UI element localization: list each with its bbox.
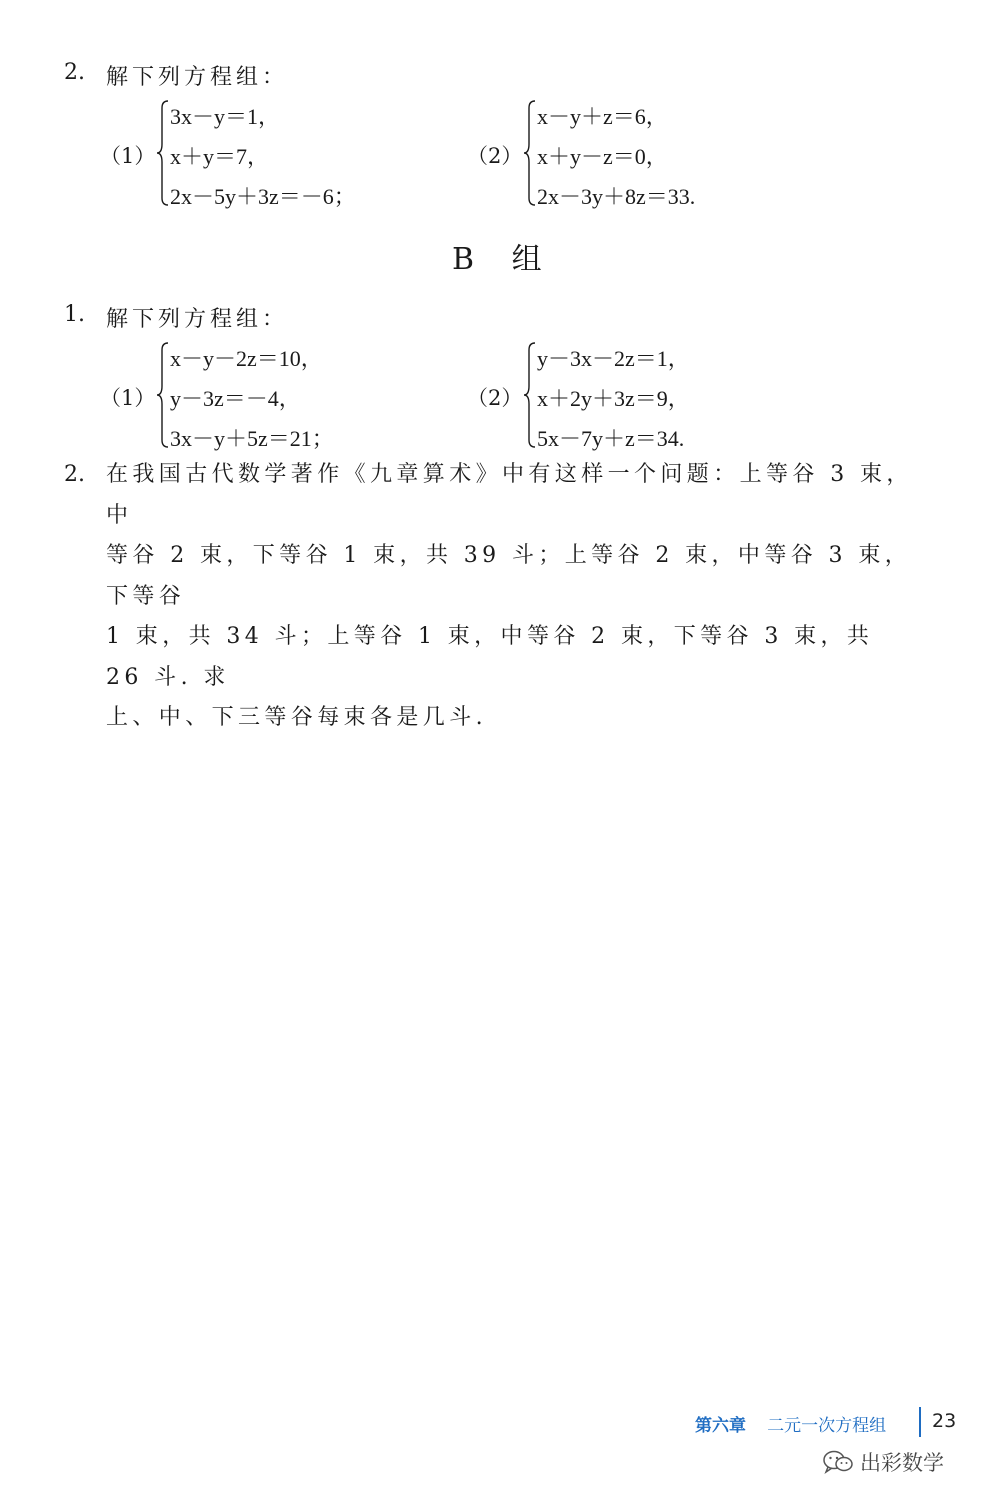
equation: x＋y＝7， <box>170 144 270 169</box>
problem-number: 1. <box>64 302 85 327</box>
paragraph-line: 等谷 2 束，下等谷 1 束，共 39 斗；上等谷 2 束，中等谷 3 束，下等谷 <box>106 543 912 609</box>
paragraph-line: 上、中、下三等谷每束各是几斗. <box>106 705 487 730</box>
equation: x－y－2z＝10， <box>170 346 323 371</box>
equation: y－3x－2z＝1， <box>537 346 690 371</box>
problem-prompt: 解下列方程组： <box>106 65 289 90</box>
left-brace-icon <box>156 100 170 206</box>
footer-title: 二元一次方程组 <box>767 1416 887 1436</box>
left-brace-icon <box>523 100 537 206</box>
equation: 3x－y＋5z＝21； <box>170 426 334 451</box>
equation-system <box>100 340 420 452</box>
group-title: B 组 <box>452 242 556 277</box>
equation: 3x－y＝1， <box>170 104 281 129</box>
system-label: （1） <box>100 386 156 410</box>
equation: x＋y－z＝0， <box>537 144 668 169</box>
system-label: （2） <box>467 386 523 410</box>
equation: y－3z＝－4， <box>170 386 301 411</box>
left-brace-icon <box>523 342 537 448</box>
footer-chapter: 第六章 <box>695 1416 746 1436</box>
problem-prompt: 解下列方程组： <box>106 307 289 332</box>
equation: 2x－3y＋8z＝33. <box>537 184 696 209</box>
page-footer <box>695 1411 886 1436</box>
equation: x＋2y＋3z＝9， <box>537 386 690 411</box>
equation: 2x－5y＋3z＝－6； <box>170 184 356 209</box>
paragraph-line: 在我国古代数学著作《九章算术》中有这样一个问题：上等谷 3 束，中 <box>106 462 913 528</box>
problem-number: 2. <box>64 462 85 487</box>
system-label: （1） <box>100 144 156 168</box>
wechat-icon <box>822 1449 854 1475</box>
equation-system <box>100 98 420 210</box>
page-number: 23 <box>932 1410 957 1432</box>
paragraph-line: 1 束，共 34 斗；上等谷 1 束，中等谷 2 束，下等谷 3 束，共 26 斗. 求 <box>106 624 874 690</box>
equation-system <box>467 340 787 452</box>
problem-paragraph <box>106 455 921 739</box>
equation: x－y＋z＝6， <box>537 104 668 129</box>
watermark <box>822 1447 972 1479</box>
equation-system <box>467 98 787 210</box>
system-label: （2） <box>467 144 523 168</box>
footer-divider <box>919 1407 921 1437</box>
problem-number: 2. <box>64 60 85 85</box>
watermark-text: 出彩数学 <box>860 1451 944 1475</box>
left-brace-icon <box>156 342 170 448</box>
equation: 5x－7y＋z＝34. <box>537 426 685 451</box>
